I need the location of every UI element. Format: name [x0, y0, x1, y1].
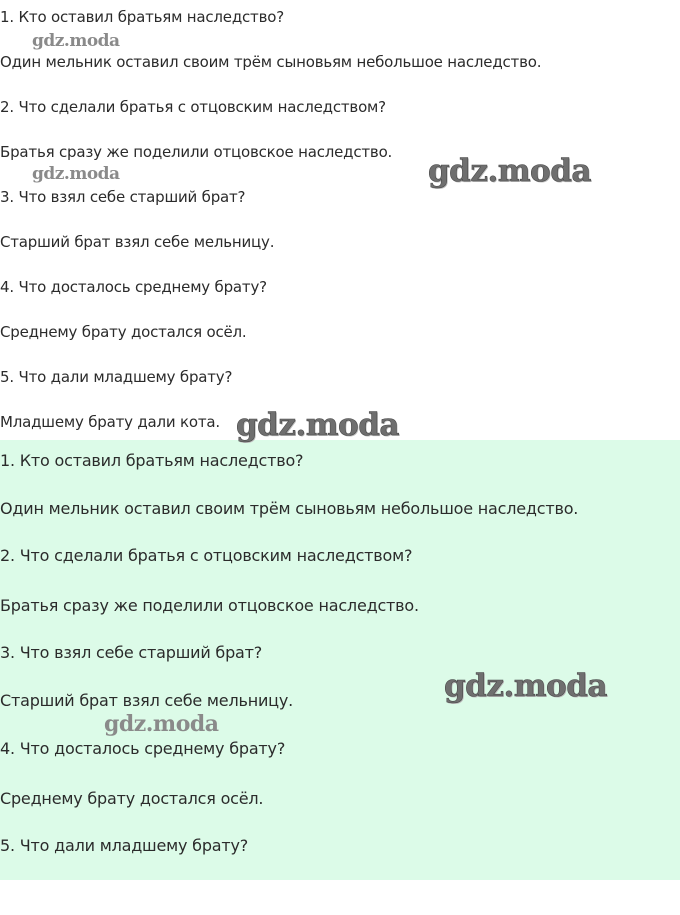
answer-3: Старший брат взял себе мельницу.	[0, 233, 275, 251]
answer-4: Среднему брату достался осёл.	[0, 789, 264, 808]
question-4: 4. Что досталось среднему брату?	[0, 739, 286, 758]
bottom-text-block	[0, 440, 680, 880]
answer-5: Младшему брату дали кота.	[0, 413, 220, 431]
question-2: 2. Что сделали братья с отцовским наследством?	[0, 546, 413, 565]
answer-1: Один мельник оставил своим трём сыновьям небольшое наследство.	[0, 499, 579, 518]
question-5: 5. Что дали младшему брату?	[0, 836, 249, 855]
watermark-logo: gdz.moda	[32, 164, 120, 184]
watermark-logo: gdz.moda	[32, 31, 120, 51]
watermark-logo: gdz.moda	[104, 711, 219, 737]
top-text-block	[0, 0, 680, 440]
question-5: 5. Что дали младшему брату?	[0, 368, 233, 386]
question-1: 1. Кто оставил братьям наследство?	[0, 8, 284, 26]
answer-4: Среднему брату достался осёл.	[0, 323, 247, 341]
question-1: 1. Кто оставил братьям наследство?	[0, 451, 304, 470]
question-3: 3. Что взял себе старший брат?	[0, 643, 263, 662]
watermark-logo: gdz.moda	[444, 668, 607, 704]
answer-3: Старший брат взял себе мельницу.	[0, 691, 293, 710]
answer-2: Братья сразу же поделили отцовское наследство.	[0, 143, 393, 161]
answer-2: Братья сразу же поделили отцовское наследство.	[0, 596, 419, 615]
answer-1: Один мельник оставил своим трём сыновьям небольшое наследство.	[0, 53, 542, 71]
question-2: 2. Что сделали братья с отцовским наследством?	[0, 98, 386, 116]
question-3: 3. Что взял себе старший брат?	[0, 188, 246, 206]
watermark-logo: gdz.moda	[428, 153, 591, 189]
watermark-logo: gdz.moda	[236, 407, 399, 443]
question-4: 4. Что досталось среднему брату?	[0, 278, 267, 296]
